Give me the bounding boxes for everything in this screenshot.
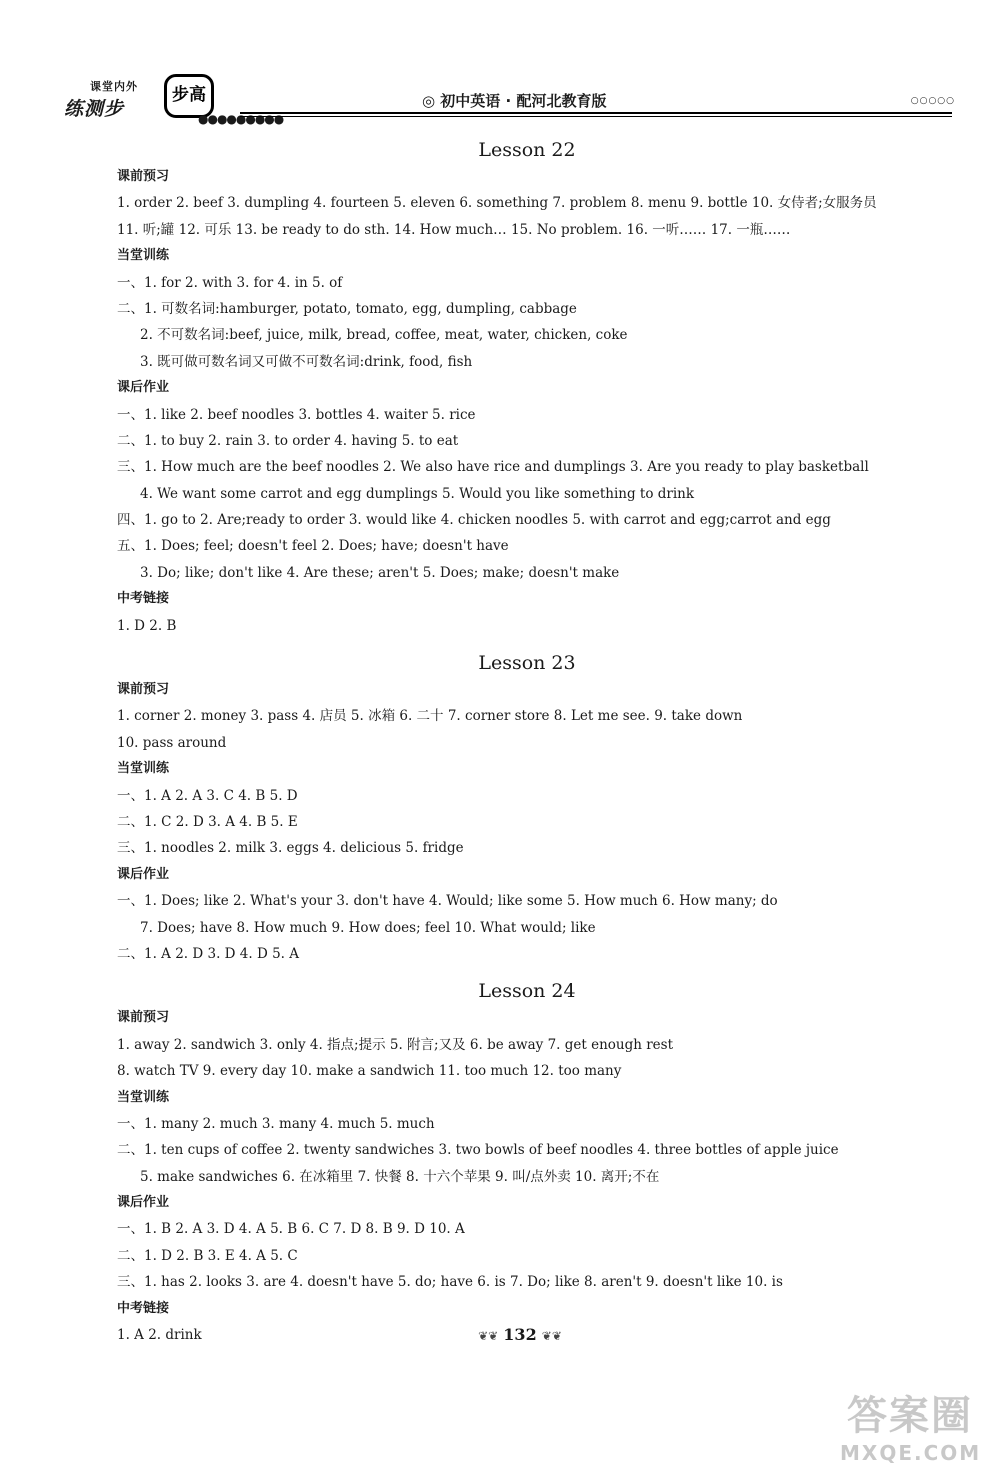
answer-line: 一、1. B 2. A 3. D 4. A 5. B 6. C 7. D 8. B 9. D 10. A xyxy=(117,1221,465,1238)
section-heading: 当堂训练 xyxy=(117,248,170,264)
section-heading: 中考链接 xyxy=(117,1300,170,1316)
answer-line: 1. D 2. B xyxy=(117,617,177,634)
lesson-title: Lesson 23 xyxy=(478,652,576,675)
answer-line: 二、1. to buy 2. rain 3. to order 4. having 5. to eat xyxy=(117,432,459,449)
watermark-url: MXQE.COM xyxy=(840,1441,982,1465)
answer-line: 二、1. A 2. D 3. D 4. D 5. A xyxy=(117,945,299,962)
header-rule xyxy=(240,112,952,114)
answer-line: 3. Do; like; don't like 4. Are these; aren't 5. Does; make; doesn't make xyxy=(140,564,620,581)
section-heading: 课前预习 xyxy=(117,169,170,184)
lesson-title: Lesson 24 xyxy=(478,980,576,1003)
answer-line: 二、1. ten cups of coffee 2. twenty sandwiches 3. two bowls of beef noodles 4. three bottles of apple juice xyxy=(117,1142,839,1159)
answer-line: 1. A 2. drink xyxy=(117,1327,202,1344)
answer-line: 二、1. C 2. D 3. A 4. B 5. E xyxy=(117,813,298,830)
answer-line: 三、1. noodles 2. milk 3. eggs 4. delicious 5. fridge xyxy=(117,840,464,857)
answer-line: 1. order 2. beef 3. dumpling 4. fourteen 5. eleven 6. something 7. problem 8. menu 9. bottle 10. 女侍者;女服务员 xyxy=(117,195,877,212)
answer-line: 7. Does; have 8. How much 9. How does; feel 10. What would; like xyxy=(140,919,596,936)
section-heading: 课前预习 xyxy=(117,1010,170,1026)
answer-line: 五、1. Does; feel; doesn't feel 2. Does; have; doesn't have xyxy=(117,538,509,555)
lesson-title: Lesson 22 xyxy=(478,139,576,161)
section-heading: 课后作业 xyxy=(117,866,170,882)
answer-line: 1. corner 2. money 3. pass 4. 店员 5. 冰箱 6. 二十 7. corner store 8. Let me see. 9. take down xyxy=(117,708,743,725)
section-heading: 当堂训练 xyxy=(117,761,170,777)
answer-line: 一、1. many 2. much 3. many 4. much 5. much xyxy=(117,1115,435,1132)
answer-content xyxy=(117,136,937,1348)
watermark xyxy=(840,1384,980,1465)
answer-line: 一、1. A 2. A 3. C 4. B 5. D xyxy=(117,787,298,804)
page-footer xyxy=(455,1325,585,1344)
answer-line: 3. 既可做可数名词又可做不可数名词:drink, food, fish xyxy=(140,353,473,370)
answer-line: 1. away 2. sandwich 3. only 4. 指点;提示 5. 附言;又及 6. be away 7. get enough rest xyxy=(117,1036,674,1053)
answer-line: 一、1. like 2. beef noodles 3. bottles 4. waiter 5. rice xyxy=(117,406,476,423)
logo-badge: 步高 xyxy=(164,74,214,118)
section-heading: 课后作业 xyxy=(117,1195,170,1211)
watermark-logo-text: 答案圈 xyxy=(847,1393,973,1439)
logo-title: 练测步 xyxy=(64,98,125,120)
header-rule-thin xyxy=(240,116,952,117)
answer-line: 2. 不可数名词:beef, juice, milk, bread, coffee, meat, water, chicken, coke xyxy=(140,327,628,344)
answer-line: 10. pass around xyxy=(117,734,227,751)
answer-line: 二、1. D 2. B 3. E 4. A 5. C xyxy=(117,1247,298,1264)
answer-line: 二、1. 可数名词:hamburger, potato, tomato, egg, dumpling, cabbage xyxy=(117,300,577,317)
answer-line: 4. We want some carrot and egg dumplings 5. Would you like something to drink xyxy=(140,485,695,502)
section-heading: 中考链接 xyxy=(117,591,170,607)
header-circles-ornament: ○○○○○ xyxy=(910,96,955,106)
answer-line: 11. 听;罐 12. 可乐 13. be ready to do sth. 14. How much… 15. No problem. 16. 一听…… 17. 一瓶…… xyxy=(117,221,791,238)
section-heading: 课后作业 xyxy=(117,380,170,396)
header-dots-ornament: ●●●●●●●●● xyxy=(198,112,284,126)
footer-ornament-right: ❦❦ xyxy=(541,1329,562,1343)
answer-line: 5. make sandwiches 6. 在冰箱里 7. 快餐 8. 十六个苹果 9. 叫/点外卖 10. 离开;不在 xyxy=(140,1168,660,1185)
footer-ornament-left: ❦❦ xyxy=(478,1329,499,1343)
page-header xyxy=(60,72,955,132)
answer-line: 三、1. How much are the beef noodles 2. We also have rice and dumplings 3. Are you ready to play basketball xyxy=(117,459,869,476)
lesson-spacer xyxy=(117,639,937,649)
page-number: 132 xyxy=(503,1325,537,1344)
answer-line: 一、1. Does; like 2. What's your 3. don't have 4. Would; like some 5. How much 6. How many; do xyxy=(117,893,778,910)
section-heading: 课前预习 xyxy=(117,682,170,698)
answer-line: 四、1. go to 2. Are;ready to order 3. would like 4. chicken noodles 5. with carrot and egg;carrot and egg xyxy=(117,512,831,529)
answer-line: 8. watch TV 9. every day 10. make a sandwich 11. too much 12. too many xyxy=(117,1063,622,1080)
logo-subtitle: 课堂内外 xyxy=(90,80,138,93)
lesson-spacer xyxy=(117,967,937,977)
section-heading: 当堂训练 xyxy=(117,1089,170,1105)
header-title: ◎ 初中英语 · 配河北教育版 xyxy=(422,92,607,110)
answer-line: 一、1. for 2. with 3. for 4. in 5. of xyxy=(117,274,343,291)
answer-line: 三、1. has 2. looks 3. are 4. doesn't have 5. do; have 6. is 7. Do; like 8. aren't 9. doesn't like 10. is xyxy=(117,1274,783,1291)
